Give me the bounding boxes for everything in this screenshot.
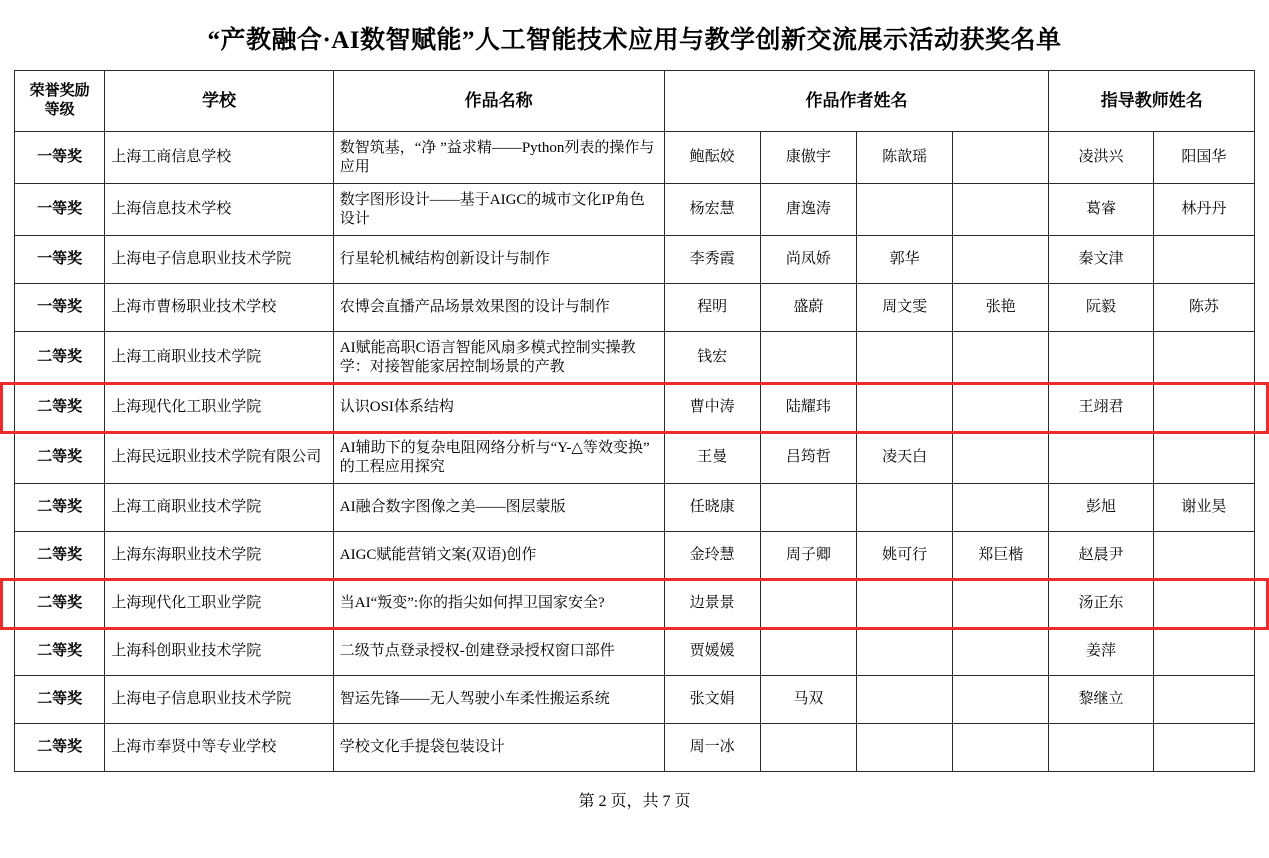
cell-school: 上海工商职业技术学院	[105, 332, 334, 384]
cell-work: AIGC赋能营销文案(双语)创作	[333, 532, 664, 580]
cell-teacher: 黎继立	[1049, 676, 1153, 724]
cell-level: 一等奖	[15, 184, 105, 236]
cell-author	[856, 384, 952, 432]
cell-teacher: 阳国华	[1153, 132, 1254, 184]
cell-school: 上海市奉贤中等专业学校	[105, 724, 334, 772]
cell-author	[856, 676, 952, 724]
cell-teacher	[1153, 236, 1254, 284]
table-row	[15, 384, 1255, 432]
cell-teacher	[1153, 676, 1254, 724]
header-work: 作品名称	[333, 71, 664, 132]
cell-author: 周文雯	[856, 284, 952, 332]
cell-author: 曹中涛	[664, 384, 760, 432]
cell-school: 上海信息技术学校	[105, 184, 334, 236]
cell-level: 二等奖	[15, 532, 105, 580]
cell-author	[760, 484, 856, 532]
cell-teacher: 赵晨尹	[1049, 532, 1153, 580]
cell-author: 盛蔚	[760, 284, 856, 332]
cell-author	[953, 676, 1049, 724]
table-row	[15, 580, 1255, 628]
cell-level: 二等奖	[15, 676, 105, 724]
header-teachers: 指导教师姓名	[1049, 71, 1255, 132]
cell-author: 周子卿	[760, 532, 856, 580]
cell-teacher	[1153, 332, 1254, 384]
cell-author: 张文娟	[664, 676, 760, 724]
cell-author	[760, 628, 856, 676]
cell-work: AI赋能高职C语言智能风扇多模式控制实操教学：对接智能家居控制场景的产教	[333, 332, 664, 384]
cell-work: 行星轮机械结构创新设计与制作	[333, 236, 664, 284]
cell-level: 一等奖	[15, 284, 105, 332]
table-row	[15, 332, 1255, 384]
cell-author	[856, 184, 952, 236]
page-footer: 第 2 页，共 7 页	[578, 793, 691, 810]
cell-teacher: 林丹丹	[1153, 184, 1254, 236]
cell-author: 康傲宇	[760, 132, 856, 184]
cell-teacher: 秦文津	[1049, 236, 1153, 284]
cell-school: 上海工商信息学校	[105, 132, 334, 184]
cell-author: 钱宏	[664, 332, 760, 384]
cell-author: 凌天白	[856, 432, 952, 484]
cell-author	[760, 724, 856, 772]
cell-author	[953, 132, 1049, 184]
cell-level: 二等奖	[15, 384, 105, 432]
table-row	[15, 676, 1255, 724]
cell-work: 二级节点登录授权-创建登录授权窗口部件	[333, 628, 664, 676]
table-row	[15, 532, 1255, 580]
cell-work: AI融合数字图像之美——图层蒙版	[333, 484, 664, 532]
cell-author: 王曼	[664, 432, 760, 484]
table-row	[15, 432, 1255, 484]
cell-teacher	[1153, 432, 1254, 484]
table-row	[15, 284, 1255, 332]
cell-teacher: 阮毅	[1049, 284, 1153, 332]
header-authors: 作品作者姓名	[664, 71, 1049, 132]
cell-author: 马双	[760, 676, 856, 724]
cell-teacher	[1049, 432, 1153, 484]
cell-work: 当AI“叛变”:你的指尖如何捍卫国家安全?	[333, 580, 664, 628]
header-school: 学校	[105, 71, 334, 132]
cell-teacher: 凌洪兴	[1049, 132, 1153, 184]
cell-author: 杨宏慧	[664, 184, 760, 236]
cell-author	[856, 724, 952, 772]
cell-level: 二等奖	[15, 484, 105, 532]
cell-level: 一等奖	[15, 132, 105, 184]
cell-work: 数智筑基，“净 ”益求精——Python列表的操作与应用	[333, 132, 664, 184]
page-title: “产教融合·AI数智赋能”人工智能技术应用与教学创新交流展示活动获奖名单	[207, 27, 1062, 54]
cell-author: 郭华	[856, 236, 952, 284]
cell-level: 一等奖	[15, 236, 105, 284]
cell-author: 吕筠哲	[760, 432, 856, 484]
cell-work: 智运先锋——无人驾驶小车柔性搬运系统	[333, 676, 664, 724]
cell-teacher	[1153, 384, 1254, 432]
header-level	[15, 71, 105, 132]
cell-teacher	[1153, 724, 1254, 772]
table-row	[15, 724, 1255, 772]
cell-school: 上海科创职业技术学院	[105, 628, 334, 676]
cell-author	[953, 236, 1049, 284]
cell-work: AI辅助下的复杂电阻网络分析与“Y-△等效变换”的工程应用探究	[333, 432, 664, 484]
cell-teacher	[1049, 724, 1153, 772]
cell-author	[953, 580, 1049, 628]
cell-teacher: 陈苏	[1153, 284, 1254, 332]
cell-teacher: 彭旭	[1049, 484, 1153, 532]
cell-level: 二等奖	[15, 724, 105, 772]
cell-level: 二等奖	[15, 580, 105, 628]
cell-author	[856, 484, 952, 532]
cell-author	[953, 432, 1049, 484]
cell-school: 上海东海职业技术学院	[105, 532, 334, 580]
cell-work: 农博会直播产品场景效果图的设计与制作	[333, 284, 664, 332]
cell-level: 二等奖	[15, 432, 105, 484]
cell-school: 上海市曹杨职业技术学校	[105, 284, 334, 332]
cell-school: 上海工商职业技术学院	[105, 484, 334, 532]
table-header	[15, 71, 1255, 132]
cell-author	[953, 484, 1049, 532]
cell-author: 陆耀玮	[760, 384, 856, 432]
cell-teacher: 王翊君	[1049, 384, 1153, 432]
table-row	[15, 628, 1255, 676]
cell-author	[856, 628, 952, 676]
cell-author: 边景景	[664, 580, 760, 628]
cell-author	[953, 184, 1049, 236]
cell-author: 郑巨楷	[953, 532, 1049, 580]
table-row	[15, 132, 1255, 184]
cell-teacher: 汤正东	[1049, 580, 1153, 628]
cell-author: 任晓康	[664, 484, 760, 532]
cell-teacher: 谢业昊	[1153, 484, 1254, 532]
cell-teacher: 姜萍	[1049, 628, 1153, 676]
cell-school: 上海电子信息职业技术学院	[105, 236, 334, 284]
cell-school: 上海现代化工职业学院	[105, 384, 334, 432]
cell-school: 上海电子信息职业技术学院	[105, 676, 334, 724]
table-row	[15, 236, 1255, 284]
award-table-container	[0, 70, 1269, 772]
cell-author: 陈歆瑶	[856, 132, 952, 184]
table-row	[15, 484, 1255, 532]
table-row	[15, 184, 1255, 236]
cell-author: 金玲慧	[664, 532, 760, 580]
cell-work: 数字图形设计——基于AIGC的城市文化IP角色设计	[333, 184, 664, 236]
cell-work: 学校文化手提袋包装设计	[333, 724, 664, 772]
cell-level: 二等奖	[15, 332, 105, 384]
cell-teacher	[1153, 580, 1254, 628]
cell-author: 程明	[664, 284, 760, 332]
cell-work: 认识OSI体系结构	[333, 384, 664, 432]
cell-author: 姚可行	[856, 532, 952, 580]
cell-author	[953, 724, 1049, 772]
cell-author	[856, 580, 952, 628]
cell-author	[953, 384, 1049, 432]
cell-author	[953, 628, 1049, 676]
cell-author: 唐逸涛	[760, 184, 856, 236]
cell-author: 贾媛媛	[664, 628, 760, 676]
cell-author	[856, 332, 952, 384]
cell-author: 周一冰	[664, 724, 760, 772]
cell-teacher	[1153, 628, 1254, 676]
cell-author: 尚凤娇	[760, 236, 856, 284]
cell-school: 上海现代化工职业学院	[105, 580, 334, 628]
cell-level: 二等奖	[15, 628, 105, 676]
cell-author: 张艳	[953, 284, 1049, 332]
header-level-line1: 荣誉奖励	[29, 83, 90, 100]
cell-teacher	[1153, 532, 1254, 580]
cell-author: 李秀霞	[664, 236, 760, 284]
award-table	[14, 70, 1255, 772]
cell-school: 上海民远职业技术学院有限公司	[105, 432, 334, 484]
cell-author	[760, 580, 856, 628]
cell-teacher	[1049, 332, 1153, 384]
header-level-line2: 等级	[44, 102, 75, 118]
cell-author	[953, 332, 1049, 384]
cell-teacher: 葛睿	[1049, 184, 1153, 236]
table-body	[15, 132, 1255, 772]
cell-author	[760, 332, 856, 384]
cell-author: 鲍酝姣	[664, 132, 760, 184]
